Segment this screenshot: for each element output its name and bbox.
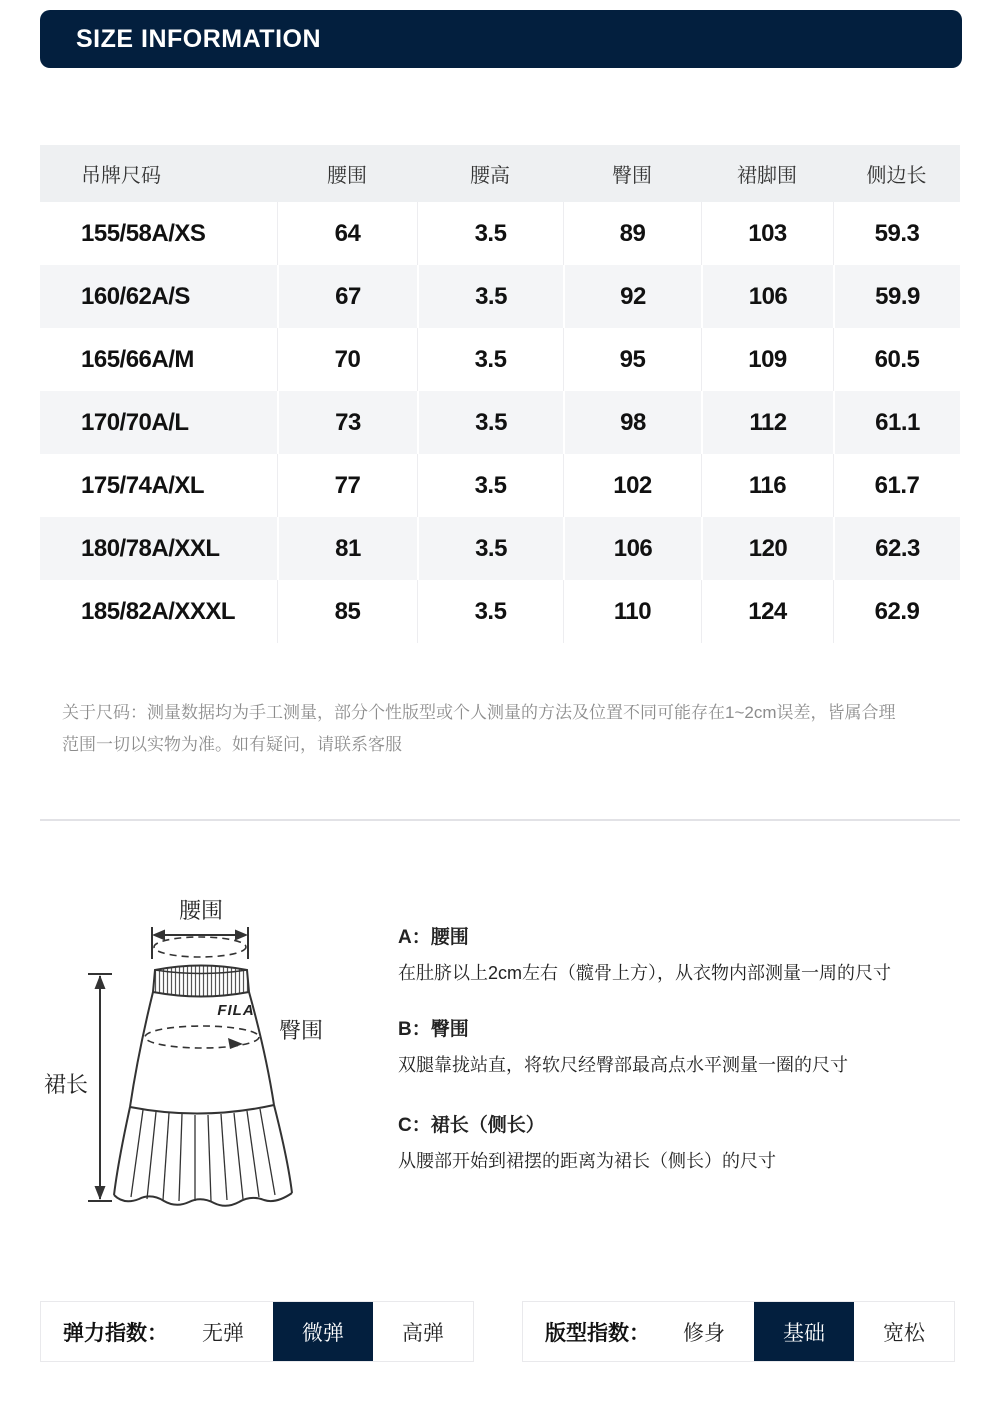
table-row <box>40 391 960 454</box>
cell-size: 185/82A/XXXL <box>81 597 236 625</box>
col-header-hip: 臀围 <box>612 165 652 187</box>
cell-waist-height: 3.5 <box>417 517 563 580</box>
cell-size: 160/62A/S <box>81 282 190 310</box>
measure-guide-waist <box>398 926 978 986</box>
col-header-waist-height: 腰高 <box>470 165 510 187</box>
fit-option-basic-selected: 基础 <box>754 1302 854 1361</box>
cell-hem: 103 <box>701 202 833 265</box>
cell-hem: 120 <box>701 517 833 580</box>
cell-waist: 64 <box>277 202 417 265</box>
cell-side-length: 62.9 <box>833 580 960 643</box>
col-header-tag-size: 吊牌尺码 <box>81 165 161 187</box>
skirt-body <box>114 992 292 1206</box>
length-label: 裙长 <box>44 1072 89 1097</box>
measure-guide-hip <box>398 1018 978 1078</box>
table-row <box>40 580 960 643</box>
fit-index-bar <box>522 1301 955 1362</box>
table-row <box>40 265 960 328</box>
hip-ellipse <box>145 1026 259 1048</box>
elasticity-option-high: 高弹 <box>402 1321 444 1345</box>
sizing-note <box>62 697 952 761</box>
elasticity-option-none: 无弹 <box>202 1321 244 1345</box>
waist-label: 腰围 <box>178 898 224 923</box>
guide-desc: 在肚脐以上2cm左右（髋骨上方），从衣物内部测量一周的尺寸 <box>398 963 892 983</box>
cell-waist-height: 3.5 <box>417 454 563 517</box>
cell-waist-height: 3.5 <box>417 265 563 328</box>
size-table-body <box>40 202 960 643</box>
cell-hip: 110 <box>563 580 701 643</box>
col-header-side-length: 侧边长 <box>866 165 927 187</box>
cell-hem: 124 <box>701 580 833 643</box>
cell-waist: 70 <box>277 328 417 391</box>
elasticity-option-slight-selected: 微弹 <box>273 1302 373 1361</box>
cell-waist: 67 <box>277 265 417 328</box>
cell-waist: 73 <box>277 391 417 454</box>
cell-side-length: 61.1 <box>833 391 960 454</box>
col-header-hem: 裙脚围 <box>737 165 797 187</box>
cell-hem: 116 <box>701 454 833 517</box>
skirt-measurement-diagram <box>30 875 390 1215</box>
waist-ellipse <box>154 937 246 957</box>
cell-hem: 106 <box>701 265 833 328</box>
hip-label: 臀围 <box>279 1018 324 1043</box>
skirt-waistband <box>153 966 249 997</box>
sizing-note-line: 关于尺码：测量数据均为手工测量，部分个性版型或个人测量的方法及位置不同可能存在1~2cm误差，皆属合理 <box>62 703 896 722</box>
fit-option-slim: 修身 <box>683 1321 725 1345</box>
cell-size: 175/74A/XL <box>81 471 205 499</box>
elasticity-label: 弹力指数： <box>63 1321 168 1345</box>
cell-side-length: 59.3 <box>833 202 960 265</box>
table-row <box>40 454 960 517</box>
fit-option-loose: 宽松 <box>883 1321 925 1345</box>
guide-desc: 双腿靠拢站直，将软尺经臀部最高点水平测量一圈的尺寸 <box>398 1055 848 1075</box>
col-header-waist: 腰围 <box>327 165 367 187</box>
cell-waist: 85 <box>277 580 417 643</box>
table-row <box>40 328 960 391</box>
cell-hip: 102 <box>563 454 701 517</box>
measure-guide-length <box>398 1114 978 1174</box>
cell-waist-height: 3.5 <box>417 328 563 391</box>
cell-side-length: 60.5 <box>833 328 960 391</box>
cell-waist-height: 3.5 <box>417 202 563 265</box>
fit-label: 版型指数： <box>545 1321 650 1345</box>
cell-hip: 92 <box>563 265 701 328</box>
cell-waist: 77 <box>277 454 417 517</box>
cell-side-length: 59.9 <box>833 265 960 328</box>
skirt-pleats <box>131 1109 275 1201</box>
guide-title: A：腰围 <box>398 927 469 948</box>
cell-hip: 89 <box>563 202 701 265</box>
sizing-note-line: 范围一切以实物为准。如有疑问，请联系客服 <box>62 735 402 754</box>
guide-title: C：裙长（侧长） <box>398 1115 545 1136</box>
cell-side-length: 61.7 <box>833 454 960 517</box>
cell-hip: 95 <box>563 328 701 391</box>
hip-arrow <box>228 1038 243 1049</box>
cell-hem: 112 <box>701 391 833 454</box>
cell-hip: 98 <box>563 391 701 454</box>
section-header-bar <box>40 10 962 68</box>
guide-desc: 从腰部开始到裙摆的距离为裙长（侧长）的尺寸 <box>398 1151 776 1171</box>
cell-waist-height: 3.5 <box>417 580 563 643</box>
cell-size: 155/58A/XS <box>81 219 206 247</box>
cell-size: 180/78A/XXL <box>81 534 220 562</box>
cell-side-length: 62.3 <box>833 517 960 580</box>
guide-title: B：臀围 <box>398 1019 469 1040</box>
page-title: SIZE INFORMATION <box>76 24 322 53</box>
cell-size: 165/66A/M <box>81 345 194 373</box>
table-row <box>40 202 960 265</box>
cell-size: 170/70A/L <box>81 408 189 436</box>
size-table <box>40 145 960 643</box>
table-row <box>40 517 960 580</box>
cell-hem: 109 <box>701 328 833 391</box>
size-table-header <box>40 145 960 202</box>
elasticity-index-bar <box>40 1301 474 1362</box>
section-divider <box>40 819 960 821</box>
cell-hip: 106 <box>563 517 701 580</box>
fila-logo: FILA <box>217 1002 255 1019</box>
cell-waist-height: 3.5 <box>417 391 563 454</box>
length-dimension-line <box>88 974 112 1201</box>
cell-waist: 81 <box>277 517 417 580</box>
